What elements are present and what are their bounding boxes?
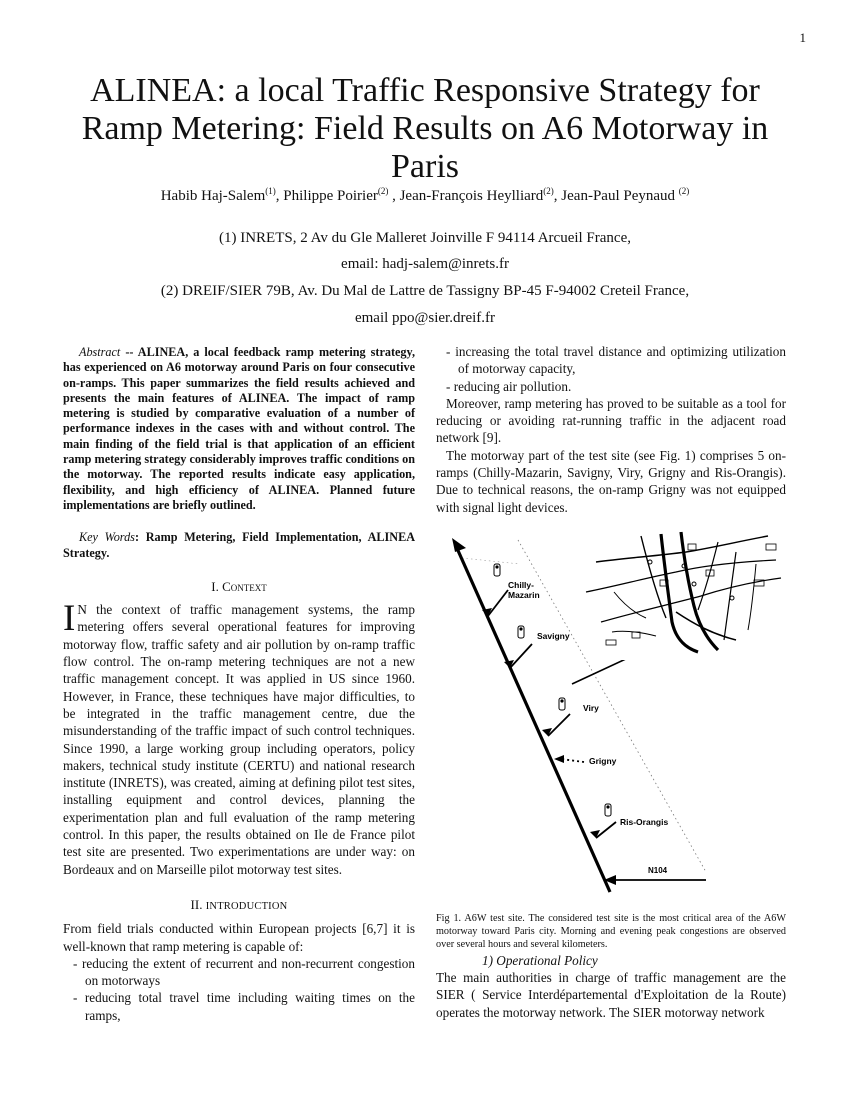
section-context-body	[63, 598, 415, 878]
author-affiliation-mark: (2)	[678, 186, 690, 196]
section-context-text: N the context of traffic management systems, the ramp metering offers several operational features for improving motorway flow, traffic safety and air pollution by on-ramp traffic flow control. The on-ramp metering techniques are not a new traffic management concept. It was applied in US since 1960. However, in France, these techniques have major difficulties, to be integrated in the traffic management centre, due the misunderstanding of the traffic impact of such control techniques. Since 1990, a large working group including operators, policy makers, technical study institute (CERTU) and national research institute (INRETS), was created, aiming at defining pilot test sites, installing equipment and control devices, planning the experimentation plan and full evaluation of the ramp metering control. In this paper, the results obtained on Ile de France pilot test site are presented. Two experimentations are under way: on Bordeaux and on Marseille pilot motorway test sites.	[63, 602, 415, 877]
figure-caption: Fig 1. A6W test site. The considered test site is the most critical area of the A6W motorway toward Paris city. Morning and evening peak congestions are observed over several hours and several kilometers.	[436, 913, 786, 951]
author-separator: ,	[553, 188, 562, 204]
author-affiliation-mark: (2)	[543, 186, 554, 196]
affiliation-line: (2) DREIF/SIER 79B, Av. Du Mal de Lattre de Tassigny BP-45 F-94002 Creteil France,	[160, 283, 690, 299]
road-label-n104: N104	[648, 866, 668, 875]
list-item: - reducing total travel time including waiting times on the ramps,	[63, 989, 415, 1024]
on-ramp-line	[548, 714, 570, 736]
author-name: Habib Haj-Salem	[160, 188, 266, 204]
affiliation-line: (1) INRETS, 2 Av du Gle Malleret Joinville F 94114 Arcueil France,	[218, 230, 631, 246]
ramp-label-chilly: Chilly-	[508, 580, 534, 590]
paper-title: ALINEA: a local Traffic Responsive Strategy for Ramp Metering: Field Results on A6 Motorway in Paris	[81, 72, 769, 185]
ramp-label-viry: Viry	[583, 703, 599, 713]
subsection-heading	[436, 952, 786, 969]
on-ramp-arrowhead	[554, 755, 564, 763]
affiliation-email: email ppo@sier.dreif.fr	[354, 310, 496, 326]
author-name: Jean-Paul Peynaud	[561, 188, 676, 204]
author-list	[40, 186, 810, 205]
affiliation-email: email: hadj-salem@inrets.fr	[341, 256, 509, 272]
author-separator: ,	[275, 188, 284, 204]
intro-paragraph: The motorway part of the test site (see Fig. 1) comprises 5 on-ramps (Chilly-Mazarin, Savigny, Viry, Grigny and Ris-Orangis). Due to technical reasons, the on-ramp Grigny was not equipped with signal light devices.	[436, 447, 786, 515]
intro-paragraph: From field trials conducted within European projects [6,7] it is well-known that ramp metering is capable of:	[63, 921, 415, 954]
on-ramp-line	[596, 822, 616, 838]
inset-road-map	[586, 526, 786, 660]
drop-cap: I	[63, 598, 76, 640]
intro-bullet-list	[63, 955, 415, 1024]
section-heading-introduction	[63, 896, 415, 915]
motorway-arrowhead	[452, 538, 466, 552]
abstract-text: -- ALINEA, a local feedback ramp metering strategy, has experienced on A6 motorway around Paris on four consecutive on-ramps. This paper summarizes the field results achieved and presents the main features of ALINEA. The impact of ramp metering is studied by comparative evaluation of a number of performance indexes in the cases with and without control. The main finding of the field trial is that application of an efficient ramp metering strategy considerably improves traffic conditions on the motorway. The reported results indicate easy application, flexibility, and high efficiency of ALINEA. Planned future implementations are briefly outlined.	[63, 345, 415, 512]
section-number: I.	[211, 578, 219, 594]
keywords-text: : Ramp Metering, Field Implementation, ALINEA Strategy.	[63, 530, 415, 560]
section-number: II.	[190, 896, 203, 912]
left-column	[63, 345, 415, 1024]
subsection-number: 1)	[482, 952, 493, 968]
author-affiliation-mark: (1)	[265, 186, 276, 196]
author-separator: ,	[388, 188, 400, 204]
dotted-guide-line	[462, 558, 520, 564]
page-number: 1	[799, 30, 806, 45]
right-column-bottom	[436, 912, 786, 1021]
right-column-top	[436, 343, 786, 516]
on-ramp-line	[561, 759, 584, 762]
section-title: Context	[222, 578, 267, 594]
ramp-label-ris-orangis: Ris-Orangis	[620, 817, 669, 827]
subsection-paragraph: The main authorities in charge of traffic management are the SIER ( Service Interdépartemental d'Exploitation de la Route) operates the motorway network. The SIER motorway network	[436, 969, 786, 1020]
ramp-label-mazarin: Mazarin	[508, 590, 540, 600]
intro-paragraph: Moreover, ramp metering has proved to be suitable as a tool for reducing or avoiding rat-running traffic in the adjacent road network [9].	[436, 395, 786, 446]
figure-test-site-diagram	[436, 522, 786, 900]
keywords-lead: Key Words	[79, 530, 135, 545]
subsection-title: Operational Policy	[496, 952, 598, 968]
author-affiliation-mark: (2)	[377, 186, 389, 196]
list-item: - reducing the extent of recurrent and non-recurrent congestion on motorways	[63, 955, 415, 990]
author-name: Philippe Poirier	[283, 188, 378, 204]
on-ramp-line	[510, 644, 532, 668]
ramp-label-savigny: Savigny	[537, 631, 570, 641]
section-title: INTRODUCTION	[205, 900, 288, 912]
author-name: Jean-François Heylliard	[399, 188, 544, 204]
keywords	[63, 530, 415, 561]
abstract	[63, 345, 415, 513]
ramp-label-grigny: Grigny	[589, 756, 617, 766]
abstract-lead: Abstract	[79, 345, 121, 359]
intro-bullet-list-continued	[436, 343, 786, 395]
section-heading-context	[63, 578, 415, 595]
on-ramp-line	[488, 590, 508, 616]
list-item: - reducing air pollution.	[436, 378, 786, 395]
on-ramp-arrowhead	[542, 728, 552, 736]
list-item: - increasing the total travel distance and optimizing utilization of motorway capacity,	[436, 343, 786, 378]
